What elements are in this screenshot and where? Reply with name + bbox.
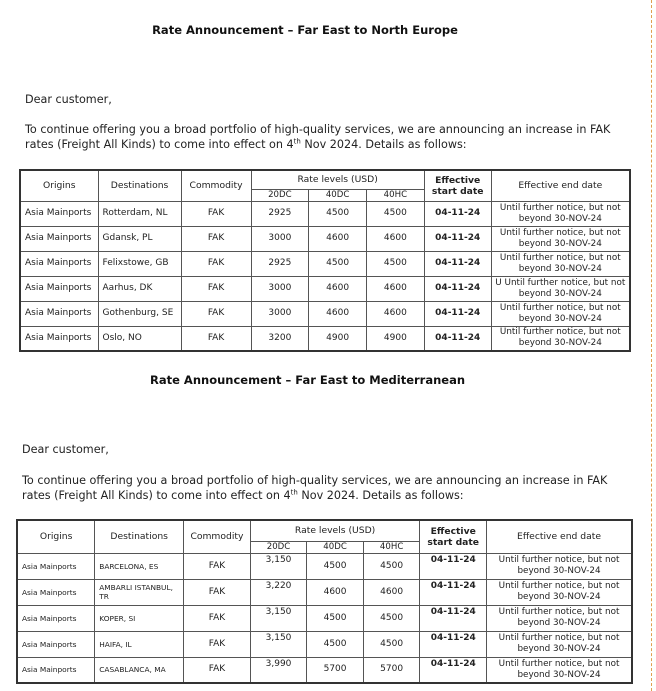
table-cell: FAK (184, 579, 251, 605)
table-cell: Until further notice, but not beyond 30-NOV-24 (487, 631, 632, 657)
table-cell: FAK (181, 301, 251, 326)
col-20dc: 20DC (250, 541, 307, 553)
section2-intro-line1: To continue offering you a broad portfolio of high-quality services, we are announcing an increase in FAK (22, 474, 608, 487)
table-cell: Asia Mainports (20, 326, 98, 351)
table-cell: Asia Mainports (20, 251, 98, 276)
table-cell: 04-11-24 (420, 579, 487, 605)
section2-greeting: Dear customer, (22, 443, 109, 456)
table-cell: Aarhus, DK (98, 276, 181, 301)
table-cell: Asia Mainports (17, 657, 95, 683)
table-cell: 4500 (309, 201, 367, 226)
col-origins: Origins (20, 170, 98, 201)
table-cell: FAK (181, 251, 251, 276)
table-cell: Asia Mainports (20, 201, 98, 226)
table-cell: FAK (184, 657, 251, 683)
table-cell: Until further notice, but not beyond 30-NOV-24 (487, 579, 632, 605)
col-40hc: 40HC (363, 541, 420, 553)
table-row (20, 276, 630, 301)
col-20dc: 20DC (251, 189, 309, 201)
table-cell: FAK (181, 326, 251, 351)
col-origins: Origins (17, 520, 95, 553)
section2-intro (22, 473, 607, 503)
col-commodity: Commodity (181, 170, 251, 201)
col-destinations: Destinations (98, 170, 181, 201)
table-cell: 4600 (367, 301, 425, 326)
table-cell: FAK (184, 631, 251, 657)
col-40hc: 40HC (367, 189, 425, 201)
table-cell: 4500 (307, 631, 364, 657)
table-cell: BARCELONA, ES (95, 553, 184, 579)
table-cell: Rotterdam, NL (98, 201, 181, 226)
col-40dc: 40DC (307, 541, 364, 553)
col-rate-levels: Rate levels (USD) (250, 520, 420, 541)
table-cell: 4900 (309, 326, 367, 351)
rates-table-mediterranean (16, 519, 633, 684)
table-cell: Until further notice, but not beyond 30-NOV-24 (491, 301, 630, 326)
col-effective-start: Effective start date (424, 170, 491, 201)
table-row (17, 605, 632, 631)
table-cell: 3,990 (250, 657, 307, 683)
table-row (17, 657, 632, 683)
col-effective-end: Effective end date (491, 170, 630, 201)
table-cell: AMBARLI ISTANBUL, TR (95, 579, 184, 605)
table-cell: Asia Mainports (20, 226, 98, 251)
table-cell: 4500 (307, 553, 364, 579)
table-cell: 04-11-24 (424, 226, 491, 251)
table-cell: Asia Mainports (20, 301, 98, 326)
table-cell: FAK (184, 553, 251, 579)
table-cell: 4600 (363, 579, 420, 605)
table-cell: Until further notice, but not beyond 30-NOV-24 (487, 657, 632, 683)
table-cell: 3000 (251, 301, 309, 326)
table-cell: FAK (181, 276, 251, 301)
table-cell: 3,220 (250, 579, 307, 605)
table-cell: 04-11-24 (424, 301, 491, 326)
table-cell: CASABLANCA, MA (95, 657, 184, 683)
table-cell: 3,150 (250, 631, 307, 657)
table-row (17, 579, 632, 605)
table-cell: Asia Mainports (17, 553, 95, 579)
page-edge-dashed-line (651, 0, 652, 691)
table-cell: 4500 (363, 553, 420, 579)
table-cell: 04-11-24 (420, 553, 487, 579)
table-cell: 2925 (251, 251, 309, 276)
table-cell: Until further notice, but not beyond 30-NOV-24 (491, 326, 630, 351)
table-cell: HAIFA, IL (95, 631, 184, 657)
section2-intro-line2: rates (Freight All Kinds) to come into effect on 4th Nov 2024. Details as follows: (22, 488, 464, 502)
table-row (20, 226, 630, 251)
table-cell: FAK (184, 605, 251, 631)
table-cell: 3000 (251, 226, 309, 251)
table-cell: 5700 (307, 657, 364, 683)
table-cell: 4500 (367, 251, 425, 276)
table-cell: 4600 (307, 579, 364, 605)
table-cell: 4500 (363, 631, 420, 657)
table-row (20, 251, 630, 276)
table-cell: 04-11-24 (424, 326, 491, 351)
col-effective-start: Effective start date (420, 520, 487, 553)
table-cell: Asia Mainports (20, 276, 98, 301)
table-cell: Asia Mainports (17, 631, 95, 657)
rates-table-north-europe (19, 169, 631, 352)
table-cell: 4600 (367, 276, 425, 301)
table-cell: FAK (181, 201, 251, 226)
table-cell: 4500 (309, 251, 367, 276)
table-cell: FAK (181, 226, 251, 251)
col-40dc: 40DC (309, 189, 367, 201)
table-cell: 4600 (367, 226, 425, 251)
col-commodity: Commodity (184, 520, 251, 553)
table-cell: Asia Mainports (17, 579, 95, 605)
table-cell: 04-11-24 (424, 276, 491, 301)
table-cell: Until further notice, but not beyond 30-NOV-24 (487, 605, 632, 631)
table-cell: 04-11-24 (420, 605, 487, 631)
table-cell: Until further notice, but not beyond 30-NOV-24 (491, 201, 630, 226)
table-cell: Until further notice, but not beyond 30-NOV-24 (491, 226, 630, 251)
table-cell: Oslo, NO (98, 326, 181, 351)
table-row (17, 553, 632, 579)
table-row (20, 326, 630, 351)
table-cell: Gothenburg, SE (98, 301, 181, 326)
table-cell: 04-11-24 (420, 631, 487, 657)
table-cell: 04-11-24 (420, 657, 487, 683)
table-cell: Until further notice, but not beyond 30-NOV-24 (487, 553, 632, 579)
table-cell: Felixstowe, GB (98, 251, 181, 276)
table-cell: 4600 (309, 276, 367, 301)
table-row (20, 201, 630, 226)
table-cell: KOPER, SI (95, 605, 184, 631)
section1-intro-line2: rates (Freight All Kinds) to come into effect on 4th Nov 2024. Details as follows: (25, 137, 467, 151)
section1-intro-line1: To continue offering you a broad portfolio of high-quality services, we are announcing an increase in FAK (25, 123, 611, 136)
col-effective-end: Effective end date (487, 520, 632, 553)
table-cell: 5700 (363, 657, 420, 683)
table-cell: 4500 (307, 605, 364, 631)
table-cell: Until further notice, but not beyond 30-NOV-24 (491, 251, 630, 276)
table-cell: 4600 (309, 226, 367, 251)
table-cell: 3200 (251, 326, 309, 351)
table-cell: 4500 (367, 201, 425, 226)
table-cell: 3,150 (250, 605, 307, 631)
section1-title: Rate Announcement – Far East to North Europe (152, 23, 458, 37)
table-cell: 04-11-24 (424, 201, 491, 226)
table-cell: 4600 (309, 301, 367, 326)
col-destinations: Destinations (95, 520, 184, 553)
table-cell: U Until further notice, but not beyond 30-NOV-24 (491, 276, 630, 301)
table-cell: 3,150 (250, 553, 307, 579)
table-cell: Asia Mainports (17, 605, 95, 631)
section1-intro (25, 122, 610, 152)
table-cell: 2925 (251, 201, 309, 226)
section2-title: Rate Announcement – Far East to Mediterranean (150, 373, 466, 387)
table-row (17, 631, 632, 657)
table-cell: 4500 (363, 605, 420, 631)
table-cell: 04-11-24 (424, 251, 491, 276)
section1-greeting: Dear customer, (25, 93, 112, 106)
table-row (20, 301, 630, 326)
table-cell: Gdansk, PL (98, 226, 181, 251)
table-cell: 3000 (251, 276, 309, 301)
col-rate-levels: Rate levels (USD) (251, 170, 424, 189)
table-cell: 4900 (367, 326, 425, 351)
